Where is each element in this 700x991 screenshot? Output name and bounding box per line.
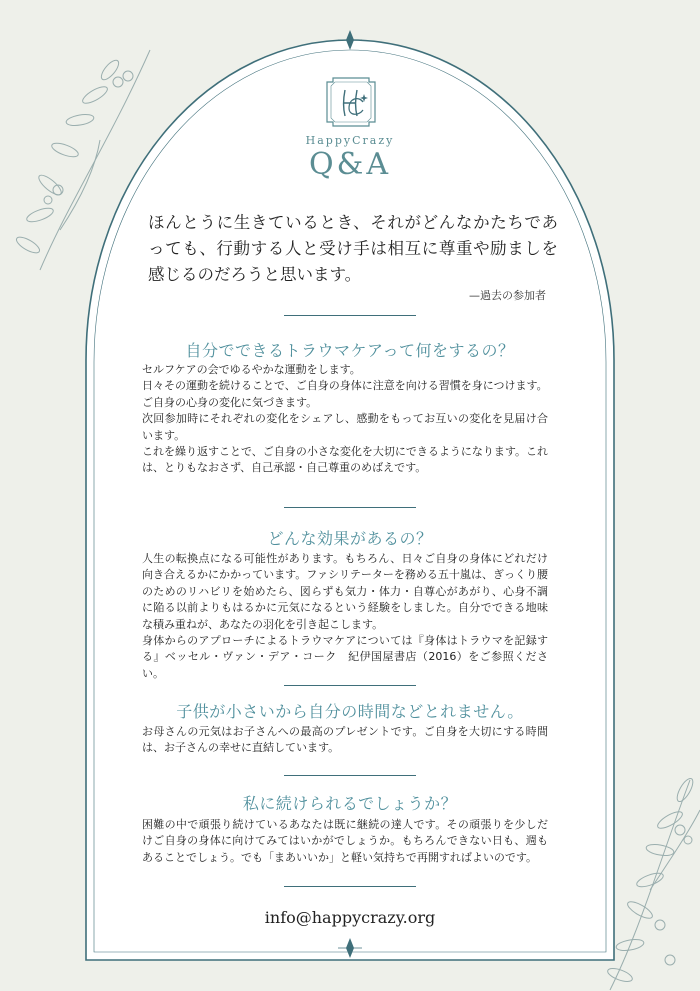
logo-frame-icon	[325, 76, 377, 128]
divider	[284, 775, 416, 776]
brand-name: HappyCrazy	[305, 134, 395, 147]
section-heading: どんな効果があるの？	[267, 529, 433, 548]
section-body: 人生の転換点になる可能性があります。もちろん、日々ご自身の身体にどれだけ向き合えるかにかかっています。ファシリテーターを務める五十嵐は、ぎっくり腰のためのリハビリを始めたら、図らずも気力・体力・自尊心があがり、心身不調に陥る以前よりもはるかに元気になるという経験をしました。自分でできる地味な積み重ねが、あなたの羽化を引き起こします。 身体からのアプローチによるトラウマケアについては『身体はトラウマを記録する』ベッセル・ヴァン・デア・コーク 紀伊国屋書店（2016）をご参照ください。	[142, 552, 548, 680]
section-heading: 子供が小さいから自分の時間などとれません。	[176, 702, 524, 721]
quote-attribution: —過去の参加者	[469, 289, 546, 302]
monogram-logo	[325, 76, 377, 128]
section-body: セルフケアの会でゆるやかな運動をします。 日々その運動を続けることで、ご自身の身体に注意を向ける習慣を身につけます。 ご自身の心身の変化に気づきます。 次回参加時にそれぞれの変化をシェアし、感動をもってお互いの変化を見届け合います。 これを繰り返すことで、ご自身の小さな変化を大切にできるようになります。これは、とりもなおさず、自己承認・自己尊重のめばえです。	[142, 363, 548, 475]
testimonial-quote: ほんとうに生きているとき、それがどんなかたちであっても、行動する人と受け手は相互に尊重や励ましを感じるのだろうと思います。	[148, 213, 558, 284]
section-heading: 私に続けられるでしょうか？	[242, 794, 458, 813]
section-heading: 自分でできるトラウマケアって何をするの？	[185, 341, 515, 360]
page-title: Q&A	[309, 147, 391, 182]
section-body: お母さんの元気はお子さんへの最高のプレゼントです。ご自身を大切にする時間は、お子さんの幸せに直結しています。	[142, 725, 548, 755]
contact-email-link[interactable]: info@happycrazy.org	[264, 908, 436, 927]
section-body: 困難の中で頑張り続けているあなたは既に継続の達人です。その頑張りを少しだけご自身の身体に向けてみてはいかがでしょうか。もちろんできない日も、週もあることでしょう。でも「まあいいか」と軽い気持ちで再開すればよいのです。	[142, 818, 548, 864]
divider	[284, 685, 416, 686]
divider	[284, 886, 416, 887]
divider	[284, 507, 416, 508]
divider	[284, 315, 416, 316]
